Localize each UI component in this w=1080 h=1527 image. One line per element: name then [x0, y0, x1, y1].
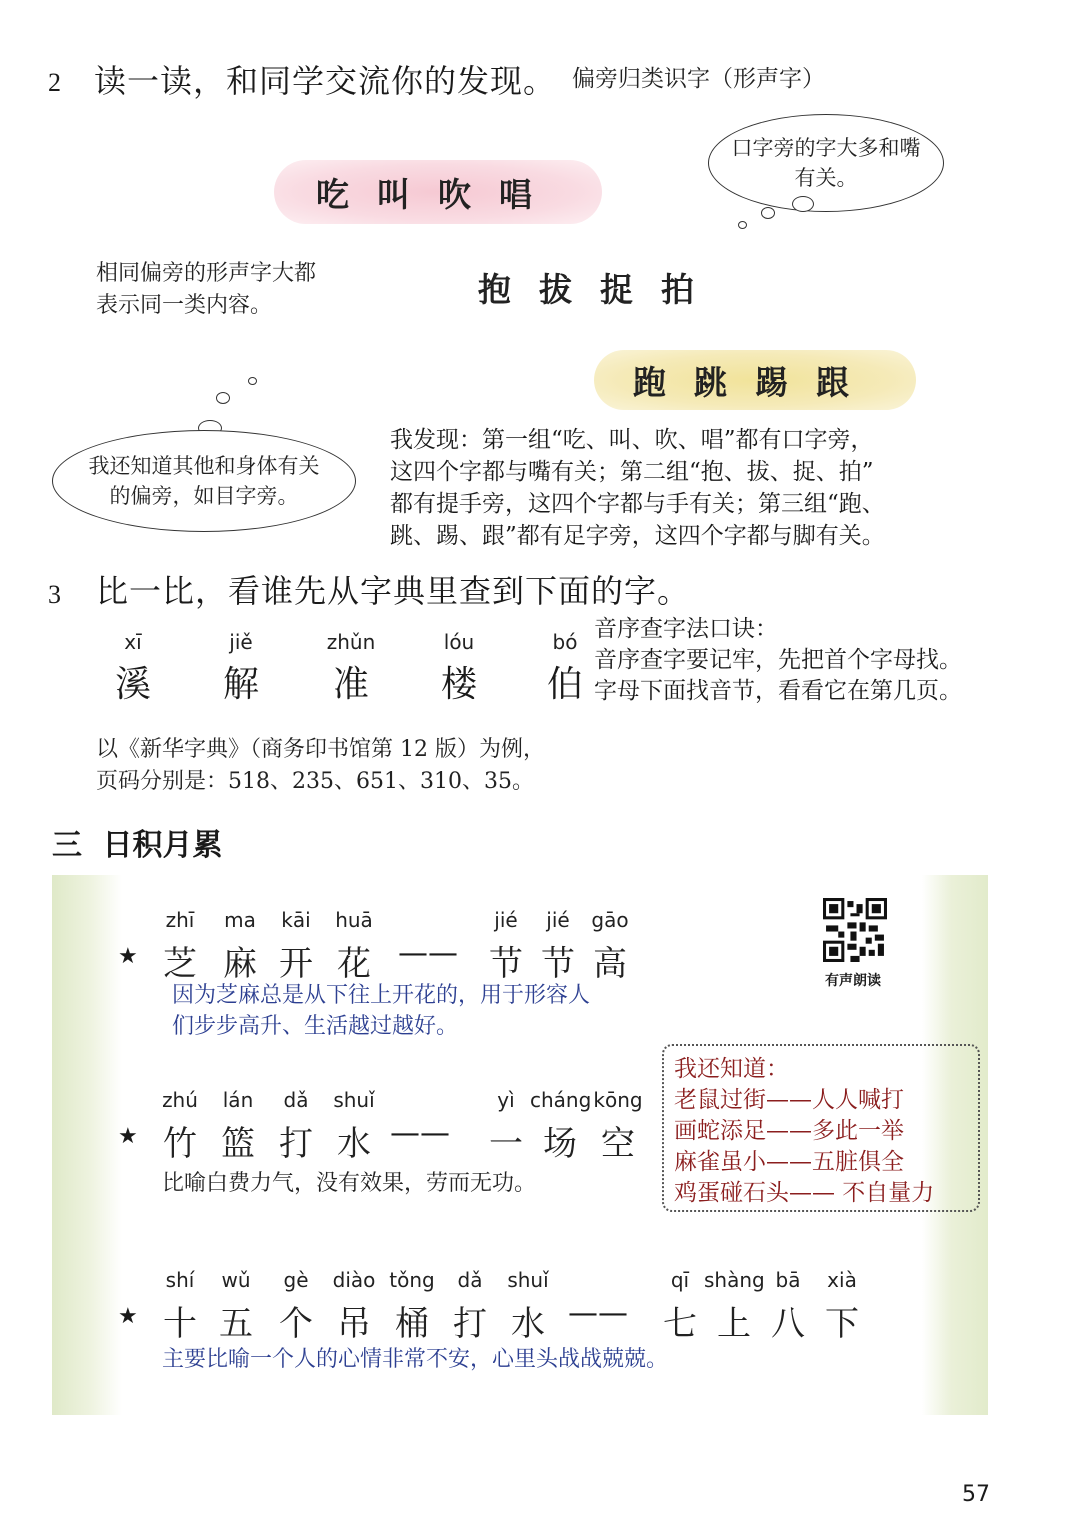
- pinyin: bó: [552, 630, 578, 654]
- q2-handwritten-note: 偏旁归类识字（形声字）: [572, 66, 825, 92]
- hanzi: 芝: [163, 944, 197, 984]
- group-character: 跑: [633, 362, 694, 402]
- idiom-explanation: 比喻白费力气，没有效果，劳而无功。: [162, 1171, 537, 1196]
- pinyin: huā: [335, 908, 373, 932]
- hanzi: 七: [663, 1304, 697, 1344]
- bubble-dot: [761, 207, 775, 219]
- idiom-char: [812, 1268, 872, 1345]
- q3-title: 比一比，看谁先从字典里查到下面的字。: [96, 572, 691, 610]
- thought-bubble-left: [52, 430, 356, 532]
- know-more-item: 老鼠过街——人人喊打: [674, 1087, 904, 1113]
- idiom-explanation: 主要比喻一个人的心情非常不安，心里头战战兢兢。: [162, 1347, 669, 1372]
- tip-line: 音序查字要记牢，先把首个字母找。: [594, 647, 962, 673]
- bubble-dot: [738, 221, 747, 229]
- pinyin: zhī: [165, 908, 195, 932]
- hanzi: 水: [511, 1304, 545, 1344]
- tip-line: 字母下面找音节，看看它在第几页。: [594, 678, 962, 704]
- bubble-dot: [216, 392, 230, 404]
- group-character: 跳: [694, 362, 755, 402]
- idiom-char: [150, 1088, 210, 1165]
- section-heading: [52, 820, 222, 864]
- pinyin: zhú: [162, 1088, 198, 1112]
- hanzi: 场: [543, 1124, 577, 1164]
- qr-label: 有声朗读: [825, 973, 881, 989]
- q3-number: 3: [48, 580, 61, 609]
- section-number: 三: [52, 828, 82, 863]
- idiom-char: [150, 908, 210, 985]
- idiom-char: [266, 1268, 326, 1345]
- star-icon: ★: [118, 944, 138, 969]
- pinyin: shuǐ: [507, 1268, 549, 1292]
- group-character: 吹: [438, 174, 499, 214]
- pinyin: gè: [283, 1268, 309, 1292]
- pinyin: wǔ: [221, 1268, 251, 1292]
- hanzi: 空: [601, 1124, 635, 1164]
- pinyin: zhǔn: [326, 630, 376, 654]
- idiom-dash: ——: [390, 1116, 450, 1151]
- pinyin: bā: [775, 1268, 801, 1292]
- hanzi: 下: [825, 1304, 859, 1344]
- hanzi: 一: [489, 1124, 523, 1164]
- idiom-char: [266, 1088, 326, 1165]
- hanzi: 解: [222, 664, 259, 705]
- pinyin: lán: [222, 1088, 254, 1112]
- pinyin: ma: [224, 908, 256, 932]
- hanzi: 伯: [546, 664, 583, 705]
- qr-code-icon[interactable]: [823, 898, 887, 962]
- pinyin: shàng: [704, 1268, 765, 1292]
- pinyin: kāi: [281, 908, 311, 932]
- pinyin: shuǐ: [333, 1088, 375, 1112]
- idiom-char: [324, 1088, 384, 1165]
- hanzi: 准: [332, 664, 369, 705]
- idiom-char: [588, 1088, 648, 1165]
- pinyin: xī: [124, 630, 142, 654]
- idiom-char: [206, 1268, 266, 1345]
- hanzi: 花: [337, 944, 371, 984]
- group-character: 捉: [600, 269, 661, 309]
- page-number: 57: [962, 1482, 990, 1507]
- star-icon: ★: [118, 1304, 138, 1329]
- hanzi: 吊: [337, 1304, 371, 1344]
- know-more-item: 画蛇添足——多此一举: [674, 1118, 904, 1144]
- thought-bubble-top: [708, 114, 944, 212]
- tip-line: 音序查字法口诀：: [594, 616, 778, 642]
- hanzi: 麻: [223, 944, 257, 984]
- hanzi: 桶: [395, 1304, 429, 1344]
- idiom-char: [476, 908, 536, 985]
- pinyin: jiě: [229, 630, 253, 654]
- group-character: 唱: [499, 174, 560, 214]
- idiom-char: [758, 1268, 818, 1345]
- know-more-item: 鸡蛋碰石头—— 不自量力: [674, 1180, 935, 1206]
- discovery-line: 我发现：第一组“吃、叫、吹、唱”都有口字旁，: [390, 427, 874, 453]
- idiom-char: [704, 1268, 764, 1345]
- group-character: 踢: [755, 362, 816, 402]
- bubble-dot: [248, 377, 257, 385]
- group-character: 拔: [539, 269, 600, 309]
- char-group-foot: [594, 350, 916, 410]
- idiom-char: [266, 908, 326, 985]
- hanzi: 个: [279, 1304, 313, 1344]
- hanzi: 篮: [221, 1124, 255, 1164]
- hanzi: 十: [163, 1304, 197, 1344]
- hanzi: 溪: [114, 664, 151, 705]
- lookup-char: [414, 630, 504, 707]
- hanzi: 节: [541, 944, 575, 984]
- pinyin: jié: [494, 908, 518, 932]
- hanzi: 八: [771, 1304, 805, 1344]
- hanzi: 楼: [440, 664, 477, 705]
- pinyin: cháng: [530, 1088, 592, 1112]
- pinyin: gāo: [591, 908, 629, 932]
- hanzi: 高: [593, 944, 627, 984]
- pinyin: xià: [827, 1268, 857, 1292]
- group-character: 抱: [478, 269, 539, 309]
- know-more-title: 我还知道：: [674, 1056, 789, 1082]
- bubble-dot: [792, 196, 814, 212]
- hanzi: 上: [717, 1304, 751, 1344]
- hanzi: 水: [337, 1124, 371, 1164]
- pinyin: tǒng: [389, 1268, 435, 1292]
- pinyin: dǎ: [457, 1268, 483, 1292]
- group-character: 拍: [661, 269, 722, 309]
- bubble-left-text: 我还知道其他和身体有关的偏旁，如目字旁。: [88, 454, 320, 508]
- char-group-mouth: [274, 160, 602, 224]
- know-more-item: 麻雀虽小——五脏俱全: [674, 1149, 904, 1175]
- side-note-line1: 相同偏旁的形声字大都: [96, 261, 317, 286]
- group-character: 跟: [816, 362, 877, 402]
- hanzi: 开: [279, 944, 313, 984]
- discovery-line: 这四个字都与嘴有关；第二组“抱、拔、捉、拍”: [390, 459, 874, 485]
- pinyin: diào: [332, 1268, 376, 1292]
- idiom-dash: ——: [398, 936, 458, 971]
- q2-number: 2: [48, 68, 61, 97]
- hanzi: 节: [489, 944, 523, 984]
- know-more-box: [662, 1044, 980, 1212]
- idiom-char: [210, 908, 270, 985]
- idiom-char: [150, 1268, 210, 1345]
- group-character: 叫: [377, 174, 438, 214]
- pinyin: shí: [165, 1268, 195, 1292]
- pinyin: yì: [497, 1088, 515, 1112]
- idiom-char: [580, 908, 640, 985]
- hanzi: 五: [219, 1304, 253, 1344]
- lookup-tip: [594, 614, 962, 707]
- idiom-char: [530, 1088, 590, 1165]
- discovery-line: 跳、踢、跟”都有足字旁，这四个字都与脚有关。: [390, 523, 885, 549]
- idiom-char: [476, 1088, 536, 1165]
- idiom-char: [382, 1268, 442, 1345]
- pinyin: qī: [670, 1268, 690, 1292]
- discovery-line: 都有提手旁，这四个字都与手有关；第三组“跑、: [390, 491, 885, 517]
- idiom-char: [208, 1088, 268, 1165]
- idiom-char: [440, 1268, 500, 1345]
- idiom-char: [324, 1268, 384, 1345]
- q2-title: 读一读，和同学交流你的发现。: [94, 62, 557, 100]
- hanzi: 打: [279, 1124, 313, 1164]
- pinyin: jié: [546, 908, 570, 932]
- dict-note-line2: 页码分别是：518、235、651、310、35。: [96, 769, 534, 794]
- dict-note-line1: 以《新华字典》（商务印书馆第 12 版）为例，: [96, 737, 545, 762]
- idiom-char: [650, 1268, 710, 1345]
- side-note-line2: 表示同一类内容。: [96, 293, 273, 318]
- idiom-dash: ——: [568, 1296, 628, 1331]
- pinyin: lóu: [443, 630, 475, 654]
- lookup-char: [196, 630, 286, 707]
- idiom-char: [498, 1268, 558, 1345]
- pinyin: dǎ: [283, 1088, 309, 1112]
- idiom-char: [324, 908, 384, 985]
- hanzi: 竹: [163, 1124, 197, 1164]
- char-group-hand: [450, 258, 750, 316]
- bubble-top-text: 口字旁的字大多和嘴有关。: [731, 136, 921, 190]
- idiom-char: [528, 908, 588, 985]
- lookup-char: [88, 630, 178, 707]
- pinyin: kōng: [593, 1088, 643, 1112]
- section-title: 日积月累: [102, 828, 223, 863]
- hanzi: 打: [453, 1304, 487, 1344]
- idiom-explanation: 们步步高升、生活越过越好。: [172, 1014, 459, 1039]
- lookup-char: [306, 630, 396, 707]
- star-icon: ★: [118, 1124, 138, 1149]
- group-character: 吃: [316, 174, 377, 214]
- discovery-paragraph: [390, 424, 885, 552]
- idiom-explanation: 因为芝麻总是从下往上开花的，用于形容人: [172, 983, 591, 1008]
